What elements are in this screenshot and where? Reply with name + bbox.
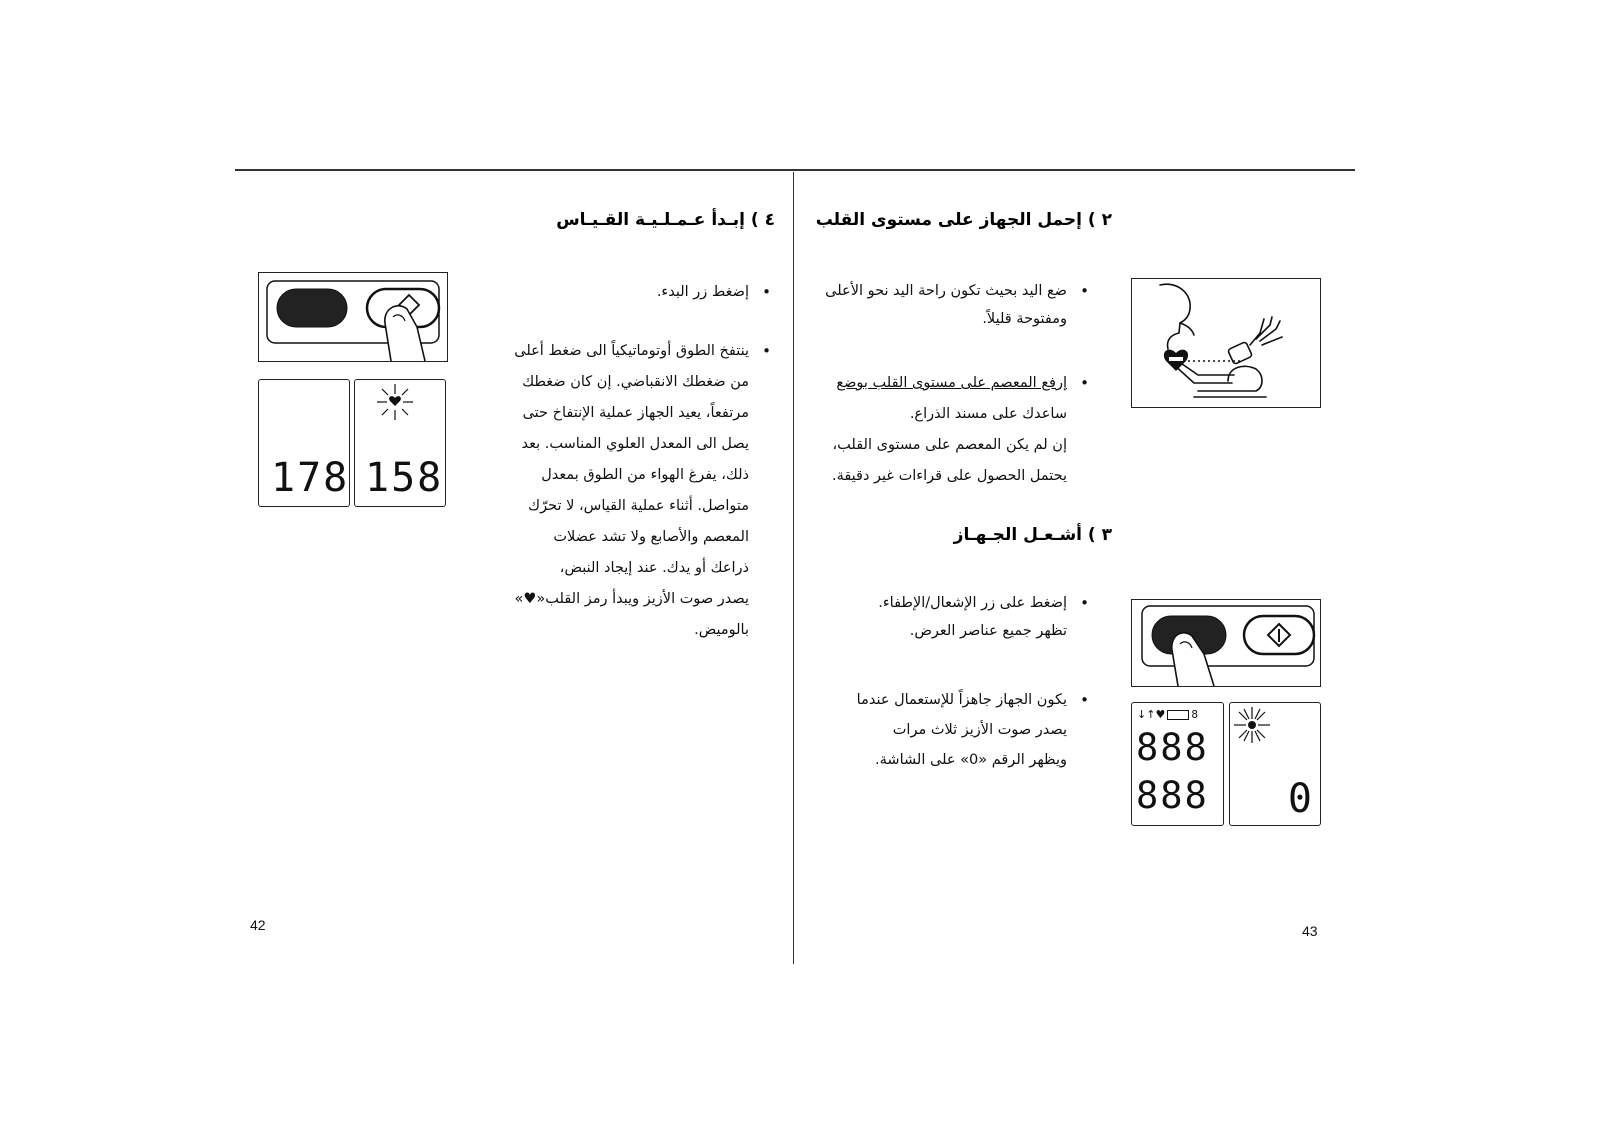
page-number-right: 43 [1302, 923, 1318, 939]
step3-b1-line1: • إضغط على زر الإشعال/الإطفاء. [878, 595, 1067, 611]
battery-icon [1167, 710, 1189, 720]
step4-b2-line5: ذلك، يفرغ الهواء من الطوق بمعدل [541, 467, 749, 483]
step2-b2-line4: يحتمل الحصول على قراءات غير دقيقة. [831, 468, 1067, 484]
battery-digit: 8 [1191, 708, 1198, 721]
step3-heading: ٣ ) أشـعـل الجـهـاز [953, 525, 1112, 545]
display-zero: 0 [1287, 776, 1314, 822]
step4-b2-line6: متواصل. أثناء عملية القياس، لا تحرّك [528, 498, 749, 514]
step4-b2-line3: مرتفعاً، يعيد الجهاز عملية الإنتفاخ حتى [522, 405, 749, 421]
step4-b2-line4: يصل الى المعدل العلوي المناسب. بعد [521, 436, 749, 452]
step2-b2-line2: ساعدك على مسند الذراع. [909, 406, 1067, 422]
step3-b2-line2: يصدر صوت الأزيز ثلاث مرات [892, 722, 1067, 738]
step2-b1-line1: • ضع اليد بحيث تكون راحة اليد نحو الأعلى [825, 283, 1067, 299]
step3-bullet1 [878, 589, 1093, 645]
step4-b2-line10: بالوميض. [694, 622, 749, 638]
step4-b2-line8: ذراعك أو يدك. عند إيجاد النبض، [559, 560, 749, 576]
step3-bullet2 [857, 685, 1093, 775]
arm-heart-level-illustration [1131, 278, 1321, 408]
heart-flash-icon [375, 382, 415, 422]
step2-b1-line2: ومفتوحة قليلاً. [982, 311, 1067, 327]
start-button-illustration [258, 272, 448, 362]
display-row1: 888 [1136, 726, 1209, 769]
power-button-illustration [1131, 599, 1321, 687]
center-spine [793, 172, 794, 964]
start-button-drawing [259, 273, 447, 361]
arrow-up-icon: ↑ [1146, 708, 1156, 721]
step3-b1-line2: تظهر جميع عناصر العرض. [909, 623, 1067, 639]
step4-b2-line7: المعصم والأصابع ولا تشد عضلات [553, 529, 749, 545]
status-icons-row [1137, 708, 1198, 721]
reading-lcd-right [354, 379, 446, 507]
top-rule [235, 169, 1355, 171]
step2-b2-line3: إن لم يكن المعصم على مستوى القلب، [832, 437, 1067, 453]
reading-left-value: 178 [271, 455, 350, 501]
reading-right-value: 158 [365, 455, 444, 501]
step2-heading: ٢ ) إحمل الجهاز على مستوى القلب [815, 210, 1112, 230]
step4-b1-line1: • إضغط زر البدء. [656, 284, 749, 300]
step4-bullet1 [657, 277, 775, 308]
step4-b2-line9: يصدر صوت الأزيز ويبدأ رمز القلب«♥» [514, 591, 749, 607]
step4-heading: ٤ ) إبـدأ عـمـلـيـة القـيـاس [556, 210, 775, 230]
arm-heart-level-drawing [1132, 279, 1320, 407]
page-number-left: 42 [250, 917, 266, 933]
display-row2: 888 [1136, 774, 1209, 817]
power-button-drawing [1132, 600, 1320, 686]
step4-b2-line1: • ينتفخ الطوق أوتوماتيكياً الى ضغط أعلى [514, 343, 749, 359]
zero-display-lcd [1229, 702, 1321, 826]
step2-b2-line1: • إرفع المعصم على مستوى القلب بوضع [836, 375, 1067, 391]
step2-bullet1 [825, 277, 1093, 333]
flash-burst-icon [1232, 705, 1272, 745]
step3-b2-line3: ويظهر الرقم «0» على الشاشة. [875, 752, 1067, 768]
heart-icon: ♥ [1155, 708, 1166, 721]
step4-bullet2 [514, 336, 775, 646]
reading-lcd-left [258, 379, 350, 507]
step3-b2-line1: • يكون الجهاز جاهزاً للإستعمال عندما [856, 692, 1067, 708]
arrow-down-icon: ↓ [1137, 708, 1147, 721]
step2-bullet2 [832, 368, 1093, 492]
step4-b2-line2: من ضغطك الانقباضي. إن كان ضغطك [522, 374, 749, 390]
full-display-lcd [1131, 702, 1224, 826]
